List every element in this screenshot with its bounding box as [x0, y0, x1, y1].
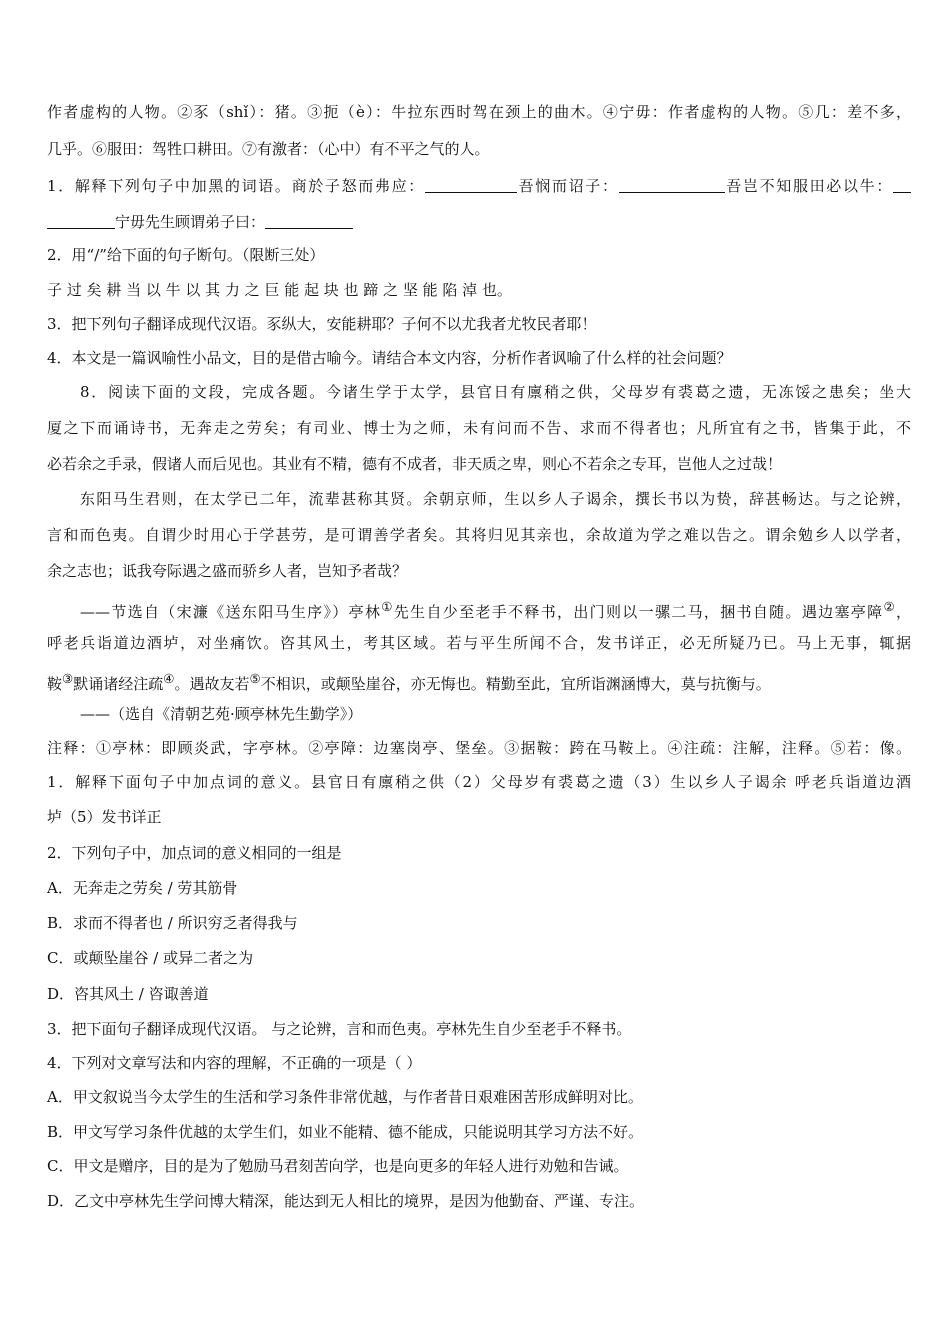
question-2: 2．用“/”给下面的句子断句。（限断三处）: [47, 246, 325, 264]
passage-line: 8．阅读下面的文段，完成各题。今诸生学于太学，县官日有廪稍之供，父母岁有裘葛之遗，无冻馁之患矣；坐大: [80, 383, 911, 401]
option-c: C．甲文是赠序，目的是为了勉励马君刻苦向学，也是向更多的年轻人进行劝勉和告诫。: [47, 1157, 629, 1175]
answer-blank[interactable]: [893, 178, 911, 193]
source-citation: ——（选自《清朝艺苑·顾亭林先生勤学》）: [80, 705, 363, 723]
passage-line: [47, 668, 911, 695]
option-b: B．甲文写学习条件优越的太学生们，如业不能精、德不能成，只能说明其学习方法不好。: [47, 1123, 644, 1141]
footnote-marker: ⑤: [249, 671, 261, 686]
question-4: 4．本文是一篇讽喻性小品文，目的是借古喻今。请结合本文内容，分析作者讽喻了什么样的社会问题？: [47, 349, 732, 367]
question-1-line: [47, 175, 911, 197]
passage-text: 先生自少至老手不释书，出门则以一骡二马，捆书自随。遇边塞亭障: [393, 603, 884, 621]
option-d: D．咨其风土 / 咨诹善道: [47, 985, 209, 1003]
passage-text: 鞍: [47, 675, 63, 693]
passage-line: 言和而色夷。自谓少时用心于学甚劳，是可谓善学者矣。其将归见其亲也，余故道为学之难以告之。谓余勉乡人以学者，: [47, 526, 911, 544]
question-1: 垆（5）发书详正: [47, 808, 162, 826]
passage-text: 不相识，或颠坠崖谷，亦无悔也。精勤至此，宜所诣渊涵博大，莫与抗衡与。: [260, 675, 771, 693]
punctuation-sentence: 子 过 矣 耕 当 以 牛 以 其 力 之 巨 能 起 块 也 蹄 之 坚 能 陷 淖 也。: [47, 281, 512, 299]
passage-line: [80, 596, 911, 623]
footnote-marker: ③: [62, 671, 74, 686]
option-a: A．无奔走之劳矣 / 劳其筋骨: [47, 879, 238, 897]
passage-line: 东阳马生君则，在太学已二年，流辈甚称其贤。余朝京师，生以乡人子谒余，撰长书以为贽，辞甚畅达。与之论辨，: [80, 490, 911, 508]
annotation-line: 作者虚构的人物。②豕（shǐ）：猪。③扼（è）：牛拉东西时驾在颈上的曲木。④宁毋：作者虚构的人物。⑤几：差不多，: [47, 103, 911, 121]
question-3: 3．把下列句子翻译成现代汉语。豕纵大，安能耕耶？子何不以尤我者尤牧民者耶！: [47, 315, 597, 333]
question-1-text: 1．解释下列句子中加黑的词语。商於子怒而弗应：: [47, 177, 425, 195]
passage-line: 余之志也；诋我夸际遇之盛而骄乡人者，岂知予者哉？: [47, 562, 408, 580]
footnote-marker: ①: [381, 599, 394, 614]
option-b: B．求而不得者也 / 所识穷乏者得我与: [47, 914, 298, 932]
option-a: A．甲文叙说当今太学生的生活和学习条件非常优越，与作者昔日艰难困苦形成鲜明对比。: [47, 1088, 643, 1106]
passage-line: 呼老兵诣道边酒垆，对坐痛饮。咨其风土，考其区域。若与平生所闻不合，发书详正，必无所疑乃已。马上无事，辄据: [47, 634, 911, 652]
passage-text: 默诵诸经注疏: [73, 675, 164, 693]
question-1: 1．解释下面句子中加点词的意义。县官日有廪稍之供（2）父母岁有裘葛之遗（3）生以乡人子谒余 呼老兵诣道边酒: [47, 773, 911, 791]
question-4: 4．下列对文章写法和内容的理解，不正确的一项是（ ）: [47, 1054, 422, 1072]
question-1-text: 吾岂不知服田必以牛：: [724, 177, 893, 195]
question-2: 2．下列句子中，加点词的意义相同的一组是: [47, 844, 342, 862]
option-d: D．乙文中亭林先生学问博大精深，能达到无人相比的境界，是因为他勤奋、严谨、专注。: [47, 1192, 645, 1210]
answer-blank[interactable]: [619, 178, 725, 193]
answer-blank[interactable]: [265, 214, 353, 229]
footnote-marker: ②: [883, 599, 896, 614]
footnote-marker: ④: [163, 671, 175, 686]
source-citation: ——节选自（宋濂《送东阳马生序》）亭林: [80, 603, 382, 621]
question-1-text: 吾悯而诏子：: [516, 177, 619, 195]
option-c: C．或颠坠崖谷 / 或异二者之为: [47, 949, 254, 967]
answer-blank[interactable]: [425, 178, 517, 193]
passage-line: 厦之下而诵诗书，无奔走之劳矣；有司业、博士为之师，未有问而不告、求而不得者也；凡所宜有之书，皆集于此，不: [47, 419, 911, 437]
passage-line: 必若余之手录，假诸人而后见也。其业有不精，德有不成者，非天质之卑，则心不若余之专耳，岂他人之过哉！: [47, 455, 783, 473]
notes-line: 注释：①亭林：即顾炎武，字亭林。②亭障：边塞岗亭、堡垒。③据鞍：跨在马鞍上。④注疏：注解，注释。⑤若：像。: [47, 739, 911, 757]
passage-text: 。遇故友若: [174, 675, 250, 693]
question-3: 3．把下面句子翻译成现代汉语。 与之论辨，言和而色夷。亭林先生自少至老手不释书。: [47, 1020, 632, 1038]
question-1-text: 宁毋先生顾谓弟子曰：: [115, 213, 266, 231]
answer-blank[interactable]: [47, 214, 115, 229]
annotation-line: 几乎。⑥服田：驾牲口耕田。⑦有激者：（心中）有不平之气的人。: [47, 140, 490, 158]
passage-text: ，: [895, 603, 911, 621]
question-1-line: [47, 211, 911, 233]
